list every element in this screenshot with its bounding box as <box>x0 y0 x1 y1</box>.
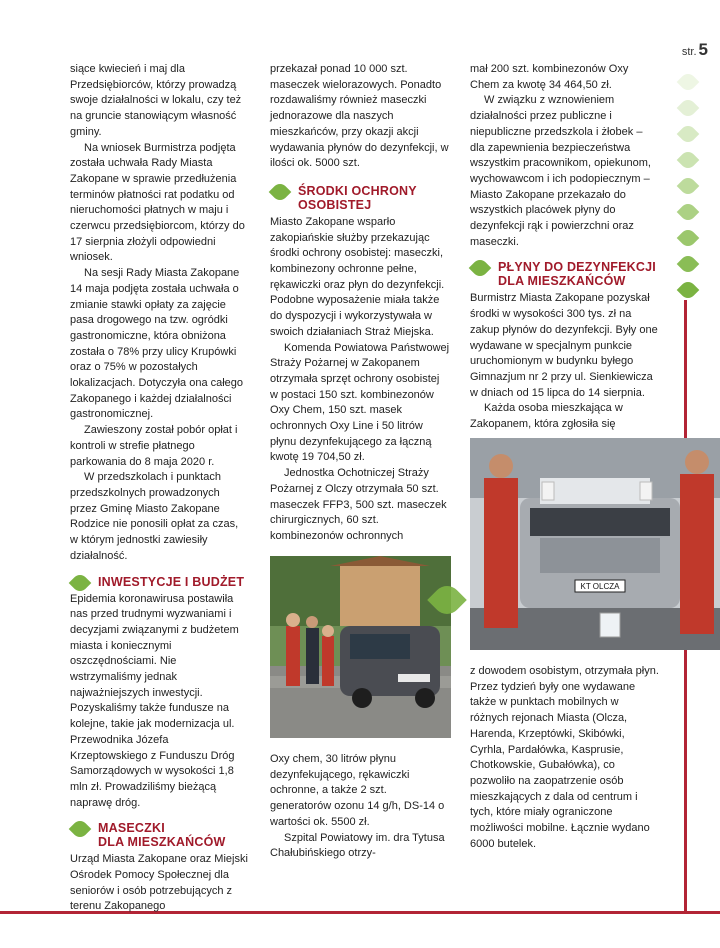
heading-text: MASECZKI <box>98 821 165 836</box>
section-heading <box>470 260 660 288</box>
paragraph: Na wniosek Burmistrza podjęta została uchwała Rady Miasta Zakopane w sprawie przedłużenia terminów płatności rat podatku od nieruchomości płatnych w maju i czerwcu przedsiębiorcom, którzy do 17 sierpnia złożyli odpowiedni wniosek. <box>70 141 245 264</box>
leaf-dot-icon <box>677 123 700 146</box>
paragraph: W przedszkolach i punktach przedszkolnych prowadzonych przez Gminę Miasto Zakopane Rodzice nie ponosili opłat za czas, w którym jednostki zawiesiły działalność. <box>70 471 239 562</box>
column-1 <box>70 62 248 915</box>
paragraph: Jednostka Ochotniczej Straży Pożarnej z Olczy otrzymała 50 szt. maseczek FFP3, 500 szt. maseczek chirurgicznych, 60 szt. kombinezonów ochronnych <box>270 467 447 542</box>
leaf-dot-icon <box>677 97 700 120</box>
leaf-icon <box>69 818 92 841</box>
column-2-top <box>270 62 450 545</box>
leaf-dot-icon <box>677 175 700 198</box>
column-3-top <box>470 62 660 433</box>
page-number-value: 5 <box>698 40 708 59</box>
leaf-icon <box>69 571 92 594</box>
page-number <box>682 40 708 60</box>
column-3-bottom <box>470 664 660 852</box>
paragraph: Komenda Powiatowa Państwowej Straży Pożarnej w Zakopanem otrzymała sprzęt ochrony osobistej w postaci 150 szt. kombinezonów Oxy Chem, 150 szt. masek ochronnych Oxy Line i 50 litrów płynu dezynfekującego za łączną kwotę 19 704,50 zł. <box>270 341 450 464</box>
column-2-bottom <box>270 752 450 862</box>
license-plate: KT OLCZA <box>580 582 620 591</box>
paragraph: przekazał ponad 10 000 szt. maseczek wielorazowych. Ponadto rozdawaliśmy również maseczki jednorazowe dla naszych mieszkańców, przy okazji akcji wydawania płynów do dezynfekcji, w ilości ok. 5000 szt. <box>270 63 449 170</box>
photo-van <box>270 556 451 738</box>
paragraph: Burmistrz Miasta Zakopane pozyskał środki w wysokości 300 tys. zł na zakup płynów do dezynfekcji. Były one wydawane w specjalnym punkcie uruchomionym w budynku byłego Gimnazjum nr 2 przy ul. Sienkiewicza w dniach od 15 lipca do 14 sierpnia. <box>470 292 658 399</box>
paragraph: Zawieszony został pobór opłat i kontroli w strefie płatnego parkowania do 8 maja 2020 r. <box>70 424 238 468</box>
paragraph: W związku z wznowieniem działalności przez publiczne i niepubliczne przedszkola i żłobek – dla zapewnienia bezpieczeństwa wszystkim pracownikom, opiekunom, wychowawcom i ich podopiecznym – Miasto Zakopane przekazało do wszystkich placówek płyny do dezynfekcji rąk i powierzchni oraz maseczki. <box>470 94 651 248</box>
photo-firefighters-car <box>470 438 720 650</box>
heading-text: DLA MIESZKAŃCÓW <box>98 835 226 850</box>
page-label: str. <box>681 46 697 58</box>
paragraph: Każda osoba mieszkająca w Zakopanem, która zgłosiła się <box>470 402 623 431</box>
leaf-dot-icon <box>677 227 700 250</box>
paragraph: Epidemia koronawirusa postawiła nas przed trudnymi wyzwaniami i decyzjami związanymi z budżetem miasta i koniecznymi oszczędnościami. Nie wstrzymaliśmy jednak najważniejszych inwestycji. Pozyskaliśmy także fundusze na kolejne, takie jak modernizacja ul. Przewodnika Józefa Krzeptowskiego z Funduszu Dróg Samorządowych w wysokości 1,8 mln zł. Prowadziliśmy bieżącą naprawę dróg. <box>70 592 239 809</box>
heading-text: ŚRODKI OCHRONY <box>298 183 417 198</box>
leaf-dot-icon <box>677 279 700 302</box>
leaf-dot-icon <box>677 149 700 172</box>
leaf-icon <box>469 257 492 280</box>
section-heading <box>70 821 248 849</box>
van-photo-illustration <box>270 556 451 738</box>
paragraph: siące kwiecień i maj dla Przedsiębiorców, którzy prowadzą swoje działalności w lokalu, czy też na gruncie stanowiącym własność gminy. <box>70 63 242 138</box>
paragraph: z dowodem osobistym, otrzymała płyn. Przez tydzień były one wydawane także w punktach mobilnych w różnych rejonach Miasta (Olcza, Harenda, Krzeptówki, Skibówki, Cyrhla, Pardałówka, Kasprusie, Chotkowskie, Gubałówka), co pozwoliło na zaopatrzenie osób mieszkających z dala od centrum i tych, które miały ograniczone możliwości mobilne. Łącznie wydano 6000 butelek. <box>470 665 659 850</box>
heading-text: OSOBISTEJ <box>298 197 372 212</box>
paragraph: mał 200 szt. kombinezonów Oxy Chem za kwotę 34 464,50 zł. <box>470 63 629 91</box>
leaf-dot-icon <box>677 253 700 276</box>
section-heading <box>270 184 450 212</box>
section-heading <box>70 575 248 589</box>
paragraph: Na sesji Rady Miasta Zakopane 14 maja podjęta została uchwała o zmianie stawki opłaty za zajęcie pasa drogowego na tzw. ogródki gastronomiczne, która obniżona została o 78% przy ulicy Krupówki oraz o 75% w pozostałych lokalizacjach. Dotyczyła ona całego Zakopanego i każdej działalności gastronomicznej. <box>70 267 244 421</box>
heading-text: DLA MIESZKAŃCÓW <box>498 274 626 289</box>
firefighters-photo-illustration <box>470 438 720 650</box>
heading-text: PŁYNY DO DEZYNFEKCJI <box>498 260 656 275</box>
paragraph: Szpital Powiatowy im. dra Tytusa Chałubińskiego otrzy- <box>270 831 445 860</box>
leaf-icon <box>269 181 292 204</box>
heading-text: INWESTYCJE I BUDŻET <box>98 574 245 589</box>
paragraph: Miasto Zakopane wsparło zakopiańskie służby przekazując środki ochrony osobistej: maseczki, kombinezony ochronne pełne, rękawiczki oraz płyn do dezynfekcji. Podobne wyposażenie miała także do dyspozycji i wykorzystywała w swoich działaniach Straż Miejska. <box>270 215 445 338</box>
leaf-dot-icon <box>677 71 700 94</box>
paragraph: Oxy chem, 30 litrów płynu dezynfekującego, rękawiczki ochronne, a także 2 szt. generatorów ozonu 14 g/h, DS-14 o wartości ok. 5500 zł. <box>270 753 445 828</box>
paragraph: Urząd Miasta Zakopane oraz Miejski Ośrodek Pomocy Społecznej dla seniorów i osób potrzebujących z terenu Zakopanego <box>70 853 248 913</box>
leaf-dot-icon <box>677 201 700 224</box>
